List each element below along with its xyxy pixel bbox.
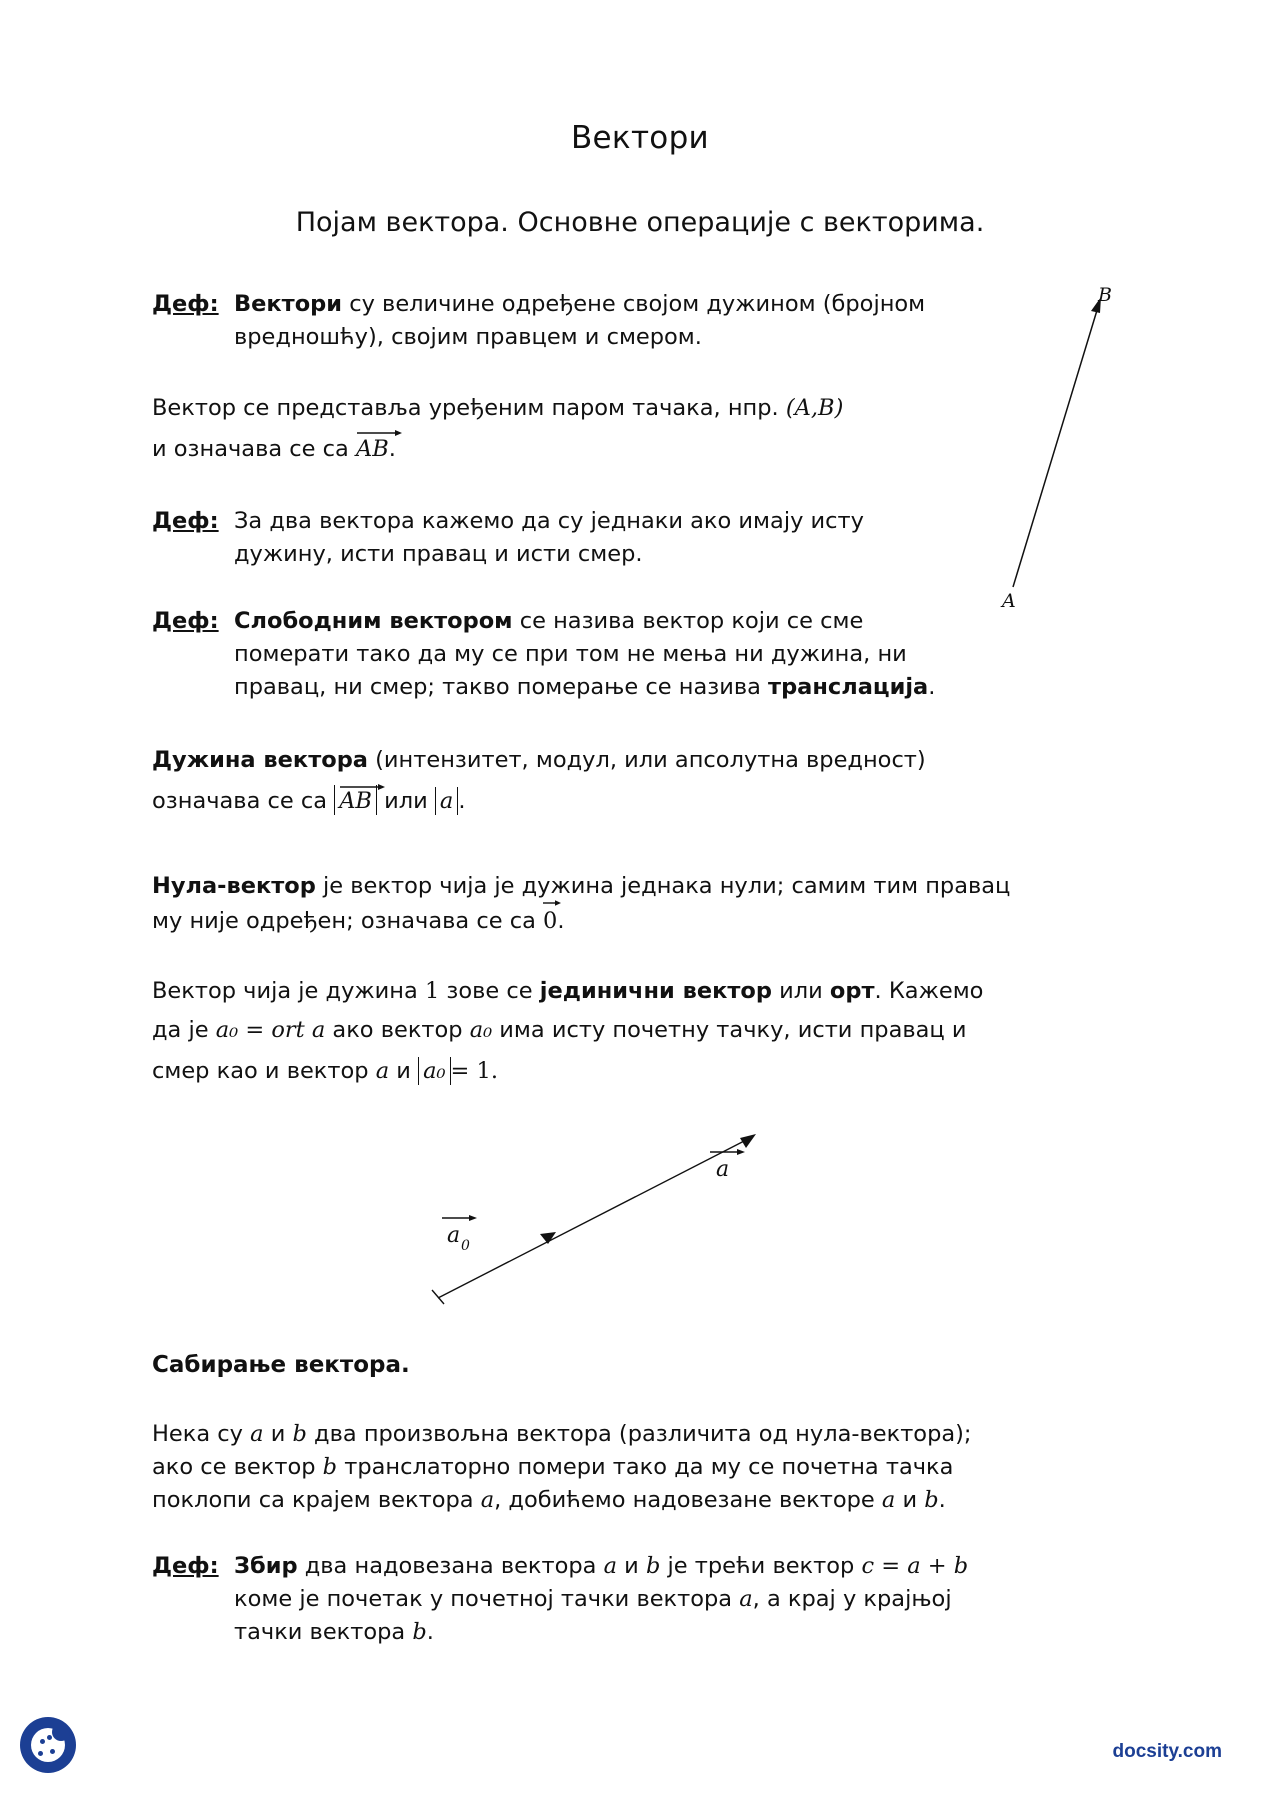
- zero-vector-end: .: [557, 908, 565, 934]
- paragraph-ordered-pair-text: Вектор се представља уређеним паром тачака, нпр.: [152, 395, 786, 421]
- definition-sum-line1: [234, 1550, 1142, 1583]
- vector-length-text: (интензитет, модул, или апсолутна вредност): [367, 747, 926, 773]
- math-a-7: a: [739, 1586, 753, 1612]
- zero-vector-term: Нула-вектор: [152, 873, 316, 899]
- zero-vector-symbol: [543, 903, 557, 938]
- addition-line2-a: ако се вектор: [152, 1454, 323, 1480]
- paragraph-vector-addition-line2: [152, 1451, 1132, 1484]
- definition-free-vector: [152, 605, 942, 704]
- docsity-cookie-logo: [20, 1717, 76, 1773]
- svg-text:A: A: [1002, 590, 1016, 612]
- unit-vector-line2-a: да је: [152, 1017, 216, 1043]
- def-label: Деф:: [152, 291, 219, 317]
- sum-line1-a: два надовезана вектора: [297, 1553, 604, 1579]
- addition-text-a: Нека су: [152, 1421, 251, 1447]
- paragraph-ordered-pair: [152, 392, 952, 466]
- addition-and-1: и: [263, 1421, 293, 1447]
- math-ab: AB: [355, 436, 389, 462]
- vector-length-end: .: [458, 788, 466, 814]
- figure-vector-ab: [980, 285, 1140, 615]
- sum-line2-b: , а крај у крајњој: [752, 1586, 952, 1612]
- math-b-1: b: [292, 1421, 307, 1447]
- unit-vector-line3-b: и: [389, 1058, 419, 1084]
- definition-equal-vectors-body: За два вектора кажемо да су једнаки ако имају исту дужину, исти правац и исти смер.: [234, 508, 864, 567]
- abs-vector-a: [435, 787, 458, 815]
- vector-ab-notation-2: [339, 785, 372, 815]
- definition-sum-line3: [234, 1616, 1142, 1649]
- page-subtitle: Појам вектора. Основне операције с векторима.: [295, 207, 985, 238]
- logo-chip-1: [40, 1739, 45, 1744]
- vector-arrow-icon: [356, 427, 389, 437]
- paragraph-vector-length-line1: [152, 744, 982, 777]
- addition-line3-c: и: [895, 1487, 925, 1513]
- paragraph-denoted-text: и означава се са: [152, 436, 356, 462]
- zero-vector-text: је вектор чија је дужина једнака нули; самим тим правац му није одређен; означава се са: [152, 873, 1011, 934]
- math-c-equals-a-plus-b: c = a + b: [861, 1553, 969, 1579]
- unit-vector-text-d: . Кажемо: [874, 978, 984, 1004]
- vector-length-denote-text: означава се са: [152, 788, 335, 814]
- definition-vectors-text: су величине одређене својом дужином (бројном вредношћу), својим правцем и смером.: [234, 291, 926, 350]
- unit-vector-text-c: или: [771, 978, 830, 1004]
- addition-text-b: два произвољна вектора (различита од нула-вектора);: [306, 1421, 972, 1447]
- logo-chip-4: [47, 1735, 52, 1740]
- addition-line3-a: поклопи са крајем вектора: [152, 1487, 481, 1513]
- page-title: Вектори: [570, 120, 709, 156]
- logo-chip-3: [38, 1751, 43, 1756]
- math-a-5: a: [881, 1487, 896, 1513]
- sum-term: Збир: [234, 1553, 298, 1579]
- unit-vector-line2-b: ако вектор: [325, 1017, 470, 1043]
- paragraph-vector-addition-line3: [152, 1484, 1132, 1517]
- unit-vector-term: јединични вектор: [539, 978, 772, 1004]
- sum-line2-a: коме је почетак у почетној тачки вектора: [234, 1586, 740, 1612]
- paragraph-vector-addition: [152, 1418, 1132, 1517]
- math-a-2: a: [375, 1058, 390, 1084]
- paragraph-zero-vector: [152, 870, 1032, 938]
- math-b-2: b: [322, 1454, 338, 1480]
- def-label: Деф:: [152, 1553, 219, 1579]
- unit-vector-line3-c: = 1.: [450, 1058, 498, 1084]
- definition-translation-term: транслација: [768, 674, 929, 700]
- figure-unit-vector: [420, 1120, 840, 1310]
- math-a-3: a: [250, 1421, 264, 1447]
- definition-free-vector-end: .: [928, 674, 936, 700]
- math-b-4: b: [645, 1553, 661, 1579]
- sum-line3-a: тачки вектора: [234, 1619, 413, 1645]
- vector-arrow-icon: [339, 781, 372, 791]
- addition-line3-d: .: [938, 1487, 946, 1513]
- paragraph-unit-vector-line3: [152, 1055, 1112, 1088]
- math-a-6: a: [603, 1553, 618, 1579]
- math-b-5: b: [412, 1619, 427, 1645]
- math-b-3: b: [924, 1487, 939, 1513]
- unit-vector-line2-c: има исту почетну тачку, исти правац и: [492, 1017, 967, 1043]
- addition-line2-b: транслаторно помери тако да му се почетна тачка: [337, 1454, 954, 1480]
- sum-line1-b: је трећи вектор: [660, 1553, 862, 1579]
- unit-vector-text-a: Вектор чија је дужина: [152, 978, 425, 1004]
- logo-chip-2: [50, 1749, 55, 1754]
- abs-a0: [418, 1057, 450, 1085]
- svg-text:0: 0: [461, 1238, 470, 1254]
- math-ab-2: AB: [339, 788, 372, 814]
- math-one: 1: [424, 978, 440, 1004]
- definition-vectors-body: [234, 288, 932, 354]
- math-a0-equals-ort-a: a₀ = ort a: [215, 1017, 326, 1043]
- vector-length-term: Дужина вектора: [152, 747, 368, 773]
- def-label: Деф:: [152, 608, 219, 634]
- definition-sum-body: [234, 1550, 1142, 1649]
- paragraph-vector-length-line2: [152, 785, 982, 818]
- def-label: Деф:: [152, 508, 219, 534]
- paragraph-vector-length: [152, 744, 982, 818]
- sum-line3-b: .: [426, 1619, 434, 1645]
- unit-vector-text-b: зове се: [439, 978, 540, 1004]
- sum-and: и: [617, 1553, 646, 1579]
- math-a-4: a: [480, 1487, 495, 1513]
- logo-bite-shape: [52, 1723, 70, 1741]
- addition-line3-b: , добићемо надовезане векторе: [494, 1487, 882, 1513]
- vector-ab-notation: [356, 431, 389, 466]
- paragraph-unit-vector-line2: [152, 1014, 1112, 1047]
- svg-text:a: a: [447, 1223, 461, 1248]
- vector-arrow-icon: [543, 897, 557, 907]
- definition-equal-vectors: [152, 505, 932, 571]
- svg-text:B: B: [1098, 285, 1112, 306]
- definition-free-vector-text: се назива вектор који се сме померати тако да му се при том не мења ни дужина, ни правац, ни смер; такво померање се назива: [234, 608, 907, 700]
- vector-length-or: или: [376, 788, 435, 814]
- svg-text:a: a: [716, 1157, 730, 1182]
- definition-free-vector-lead: Слободним вектором: [234, 608, 513, 634]
- unit-vector-line3-a: смер као и вектор: [152, 1058, 376, 1084]
- definition-vectors: [152, 288, 932, 354]
- math-a0-abs: a₀: [423, 1058, 446, 1084]
- paragraph-ordered-pair-line2: [152, 431, 952, 466]
- paragraph-unit-vector: [152, 975, 1112, 1088]
- paragraph-unit-vector-line1: [152, 975, 1112, 1008]
- definition-free-vector-body: [234, 605, 942, 704]
- definition-vectors-lead: Вектори: [234, 291, 343, 317]
- paragraph-period: .: [388, 436, 396, 462]
- math-a0: a₀: [469, 1017, 493, 1043]
- math-a: a: [439, 788, 454, 814]
- definition-sum: [152, 1550, 1142, 1649]
- math-ordered-pair: (A,B): [785, 395, 844, 421]
- paragraph-ordered-pair-line1: [152, 392, 952, 425]
- heading-vector-addition: Сабирање вектора.: [152, 1352, 410, 1378]
- docsity-brand-text: docsity.com: [1112, 1741, 1222, 1762]
- math-zero: 0: [543, 908, 558, 934]
- definition-sum-line2: [234, 1583, 1142, 1616]
- ort-term: орт: [829, 978, 875, 1004]
- paragraph-vector-addition-line1: [152, 1418, 1132, 1451]
- abs-vector-ab: [334, 785, 377, 815]
